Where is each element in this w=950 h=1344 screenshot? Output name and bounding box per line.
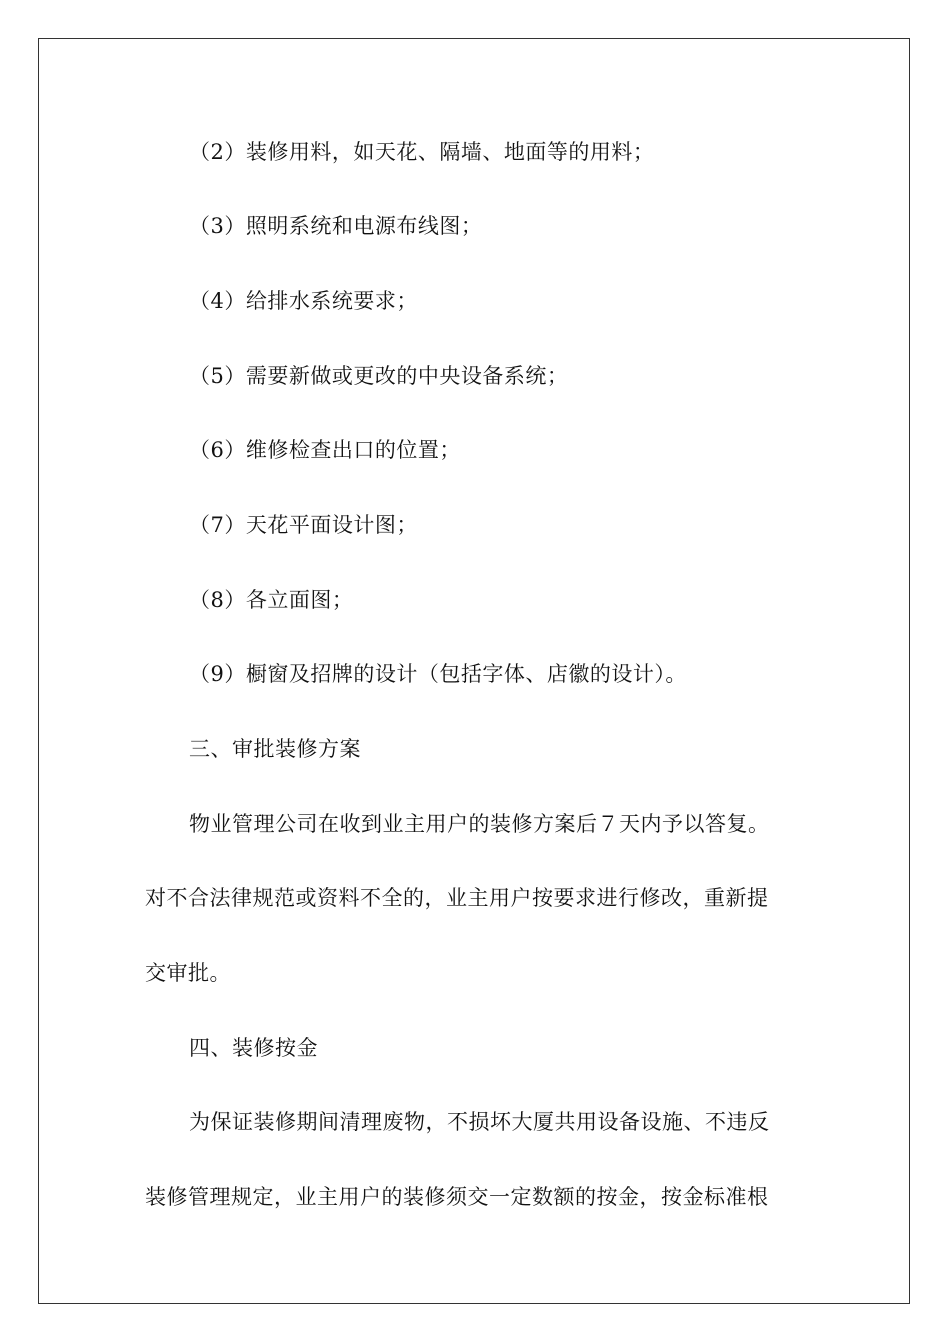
list-item-2: （2）装修用料，如天花、隔墙、地面等的用料； [189,140,655,164]
section-heading-4: 四、装修按金 [189,1036,318,1060]
list-item-4: （4）给排水系统要求； [189,289,418,313]
list-item-8: （8）各立面图； [189,588,354,612]
paragraph-line: 装修管理规定，业主用户的装修须交一定数额的按金，按金标准根 [145,1185,769,1209]
section-heading-3: 三、审批装修方案 [189,737,361,761]
paragraph-line: 交审批。 [145,961,231,985]
list-item-9: （9）橱窗及招牌的设计（包括字体、店徽的设计）。 [189,662,687,686]
paragraph-line: 物业管理公司在收到业主用户的装修方案后７天内予以答复。 [189,812,770,836]
list-item-6: （6）维修检查出口的位置； [189,438,461,462]
list-item-3: （3）照明系统和电源布线图； [189,214,483,238]
list-item-5: （5）需要新做或更改的中央设备系统； [189,364,569,388]
paragraph-line: 对不合法律规范或资料不全的，业主用户按要求进行修改，重新提 [145,886,769,910]
paragraph-line: 为保证装修期间清理废物，不损坏大厦共用设备设施、不违反 [189,1110,770,1134]
list-item-7: （7）天花平面设计图； [189,513,418,537]
